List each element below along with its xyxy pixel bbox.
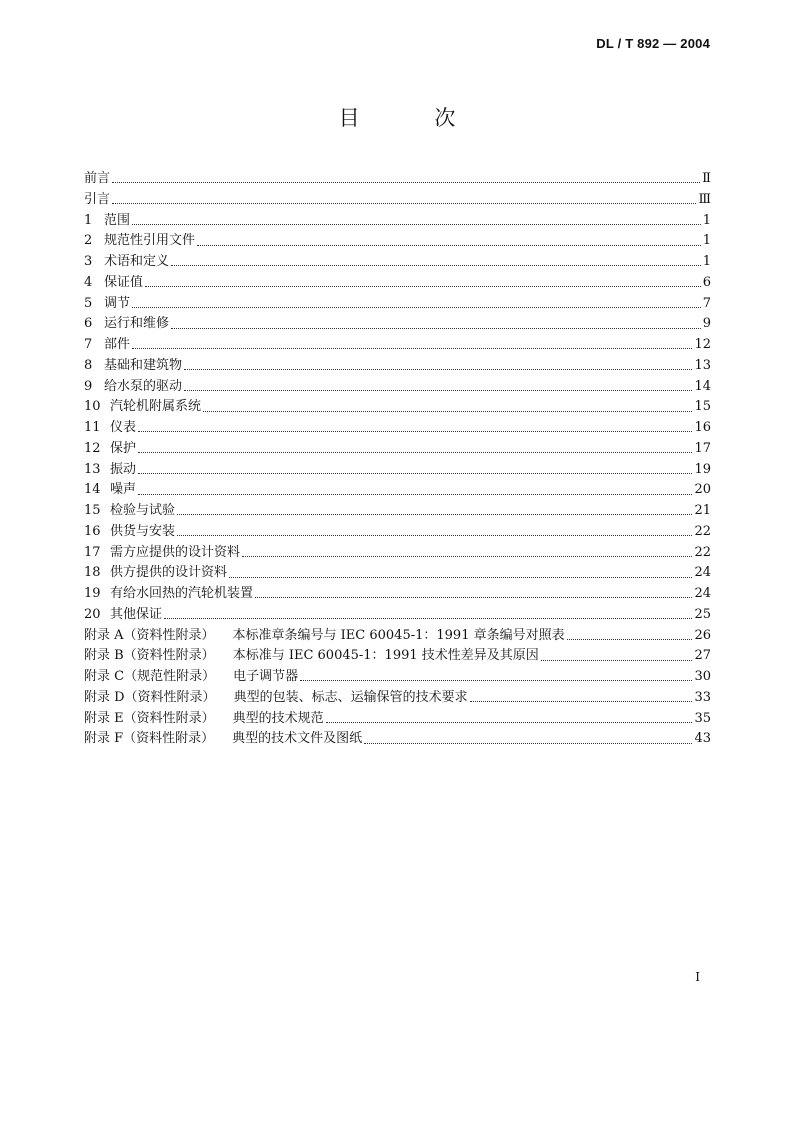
toc-entry-number: 15 — [84, 503, 101, 518]
toc-entry-label: 给水泵的驱动 — [104, 378, 183, 394]
toc-entry-number: 3 — [84, 254, 93, 269]
toc-entry[interactable] — [84, 439, 711, 460]
dot-leader — [132, 339, 692, 349]
toc-entry-number: 12 — [84, 440, 101, 456]
toc-entry-page: 35 — [694, 710, 711, 726]
dot-leader — [171, 256, 701, 266]
toc-entry-page: 27 — [694, 648, 711, 664]
toc-entry-label: 前言 — [84, 171, 111, 186]
toc-entry[interactable] — [84, 211, 711, 232]
toc-entry-label: 部件 — [104, 337, 131, 352]
toc-entry[interactable] — [84, 397, 711, 418]
toc-entry[interactable] — [84, 460, 711, 481]
toc-entry[interactable] — [84, 522, 711, 543]
dot-leader — [470, 692, 693, 702]
toc-entry-number: 10 — [84, 399, 101, 415]
dot-leader — [364, 734, 692, 744]
toc-entry-number: 20 — [84, 606, 101, 622]
toc-entry-page: 24 — [694, 565, 711, 581]
toc-entry[interactable] — [84, 480, 711, 501]
dot-leader — [138, 422, 692, 432]
toc-entry[interactable] — [84, 688, 711, 709]
toc-entry-label: 典型的技术文件及图纸 — [232, 731, 363, 747]
toc-entry[interactable] — [84, 190, 711, 211]
toc-entry-label: 保护 — [110, 440, 137, 456]
dot-leader — [138, 443, 692, 453]
toc-entry-page: 22 — [694, 523, 711, 539]
toc-entry-number: 11 — [84, 420, 101, 435]
toc-entry-page: 25 — [694, 606, 711, 622]
dot-leader — [203, 402, 692, 412]
toc-entry-number: 附录 D（资料性附录） — [84, 689, 216, 705]
toc-entry-label: 保证值 — [104, 274, 144, 290]
toc-entry-number: 9 — [84, 378, 93, 394]
toc-entry[interactable] — [84, 273, 711, 294]
toc-entry-page: 15 — [694, 399, 711, 415]
toc-entry-page: 1 — [702, 254, 711, 269]
dot-leader — [171, 319, 701, 329]
toc-entry[interactable] — [84, 584, 711, 605]
toc-entry-page: 16 — [694, 420, 711, 435]
toc-entry[interactable] — [84, 418, 711, 439]
toc-entry-label: 供方提供的设计资料 — [110, 565, 228, 581]
toc-entry[interactable] — [84, 626, 711, 647]
toc-entry[interactable] — [84, 294, 711, 315]
toc-entry-number: 附录 C（规范性附录） — [84, 669, 216, 684]
toc-entry[interactable] — [84, 605, 711, 626]
toc-entry-number: 附录 B（资料性附录） — [84, 648, 215, 664]
toc-entry-label: 有给水回热的汽轮机装置 — [110, 586, 254, 601]
dot-leader — [300, 671, 692, 681]
toc-entry-page: 1 — [702, 212, 711, 228]
toc-entry-label: 其他保证 — [110, 606, 163, 622]
toc-entry-label: 本标准与 IEC 60045-1：1991 技术性差异及其原因 — [232, 648, 539, 664]
toc-entry-number: 5 — [84, 295, 93, 311]
toc-entry-page: 13 — [694, 357, 711, 373]
toc-entry-label: 术语和定义 — [104, 254, 170, 269]
dot-leader — [112, 173, 700, 183]
toc-entry-label: 振动 — [110, 461, 137, 477]
toc-entry-page: 33 — [694, 689, 711, 705]
toc-entry-label: 典型的包装、标志、运输保管的技术要求 — [233, 689, 468, 705]
toc-entry[interactable] — [84, 667, 711, 688]
dot-leader — [138, 464, 692, 474]
toc-entry-label: 检验与试验 — [110, 503, 176, 518]
toc-entry-number: 17 — [84, 544, 101, 560]
toc-entry-page: 1 — [702, 233, 711, 249]
dot-leader — [132, 215, 701, 225]
dot-leader — [164, 609, 692, 619]
toc-entry-number: 19 — [84, 586, 101, 601]
page-title: 目 次 — [338, 106, 490, 130]
dot-leader — [242, 547, 692, 557]
toc-entry[interactable] — [84, 356, 711, 377]
toc-entry-number: 附录 F（资料性附录） — [84, 731, 215, 747]
toc-entry-number: 附录 A（资料性附录） — [84, 627, 215, 643]
toc-entry-label: 需方应提供的设计资料 — [110, 544, 241, 560]
toc-entry-page: 30 — [694, 669, 711, 684]
dot-leader — [138, 485, 692, 495]
toc-entry[interactable] — [84, 252, 711, 273]
toc-entry-label: 供货与安装 — [110, 523, 176, 539]
toc-entry-label: 调节 — [104, 295, 131, 311]
toc-entry-label: 本标准章条编号与 IEC 60045-1：1991 章条编号对照表 — [232, 627, 565, 643]
toc-entry-page: 12 — [694, 337, 711, 352]
dot-leader — [145, 277, 701, 287]
toc-entry-page: 22 — [694, 544, 711, 560]
dot-leader — [112, 194, 696, 204]
standard-code: DL / T 892 — 2004 — [596, 36, 710, 51]
toc-entry-label: 电子调节器 — [233, 669, 299, 684]
toc-entry-number: 7 — [84, 337, 93, 352]
toc-entry-number: 14 — [84, 482, 101, 498]
toc-entry-label: 典型的技术规范 — [232, 710, 324, 726]
toc-entry-label: 范围 — [104, 212, 131, 228]
page-number: I — [695, 970, 700, 984]
toc-entry-label: 仪表 — [110, 420, 137, 435]
dot-leader — [184, 381, 692, 391]
dot-leader — [184, 360, 692, 370]
toc-entry-page: 20 — [694, 482, 711, 498]
dot-leader — [255, 588, 692, 598]
toc-entry-number: 6 — [84, 316, 93, 332]
toc-entry[interactable] — [84, 314, 711, 335]
toc-entry-page: 21 — [694, 503, 711, 518]
toc-entry-number: 2 — [84, 233, 93, 249]
toc-entry-page: 19 — [694, 461, 711, 477]
dot-leader — [229, 568, 692, 578]
dot-leader — [132, 298, 701, 308]
toc-entry-label: 汽轮机附属系统 — [110, 399, 202, 415]
toc-entry-page: 9 — [702, 316, 711, 332]
toc-entry-page: 17 — [694, 440, 711, 456]
toc-entry-label: 引言 — [84, 191, 111, 207]
dot-leader — [567, 630, 693, 640]
toc-entry-page: Ⅲ — [698, 191, 711, 207]
toc-entry-number: 18 — [84, 565, 101, 581]
dot-leader — [326, 713, 693, 723]
dot-leader — [541, 651, 693, 661]
dot-leader — [177, 505, 692, 515]
toc-entry-number: 4 — [84, 274, 93, 290]
toc-entry-label: 规范性引用文件 — [104, 233, 196, 249]
toc-entry-page: 43 — [694, 731, 711, 747]
toc-entry-number: 8 — [84, 357, 93, 373]
toc-entry[interactable] — [84, 169, 711, 190]
toc-entry-page: 14 — [694, 378, 711, 394]
toc-entry[interactable] — [84, 501, 711, 522]
toc-entry[interactable] — [84, 729, 711, 750]
toc-entry-page: 24 — [694, 586, 711, 601]
toc-entry[interactable] — [84, 543, 711, 564]
toc-entry-page: 6 — [702, 274, 711, 290]
toc-entry-number: 13 — [84, 461, 101, 477]
toc-entry-number: 16 — [84, 523, 101, 539]
dot-leader — [197, 236, 701, 246]
toc-entry[interactable] — [84, 231, 711, 252]
toc-entry-number: 1 — [84, 212, 93, 228]
toc-entry-page: 7 — [702, 295, 711, 311]
toc-entry[interactable] — [84, 646, 711, 667]
toc-entry-number: 附录 E（资料性附录） — [84, 710, 215, 726]
toc-entry-page: Ⅱ — [702, 171, 711, 186]
dot-leader — [177, 526, 692, 536]
toc-entry-page: 26 — [694, 627, 711, 643]
toc-entry[interactable] — [84, 563, 711, 584]
toc-entry[interactable] — [84, 335, 711, 356]
toc-entry-label: 运行和维修 — [104, 316, 170, 332]
toc-entry-label: 噪声 — [110, 482, 137, 498]
toc-entry[interactable] — [84, 377, 711, 398]
toc-entry-label: 基础和建筑物 — [104, 357, 183, 373]
table-of-contents — [84, 169, 711, 750]
toc-entry[interactable] — [84, 709, 711, 730]
